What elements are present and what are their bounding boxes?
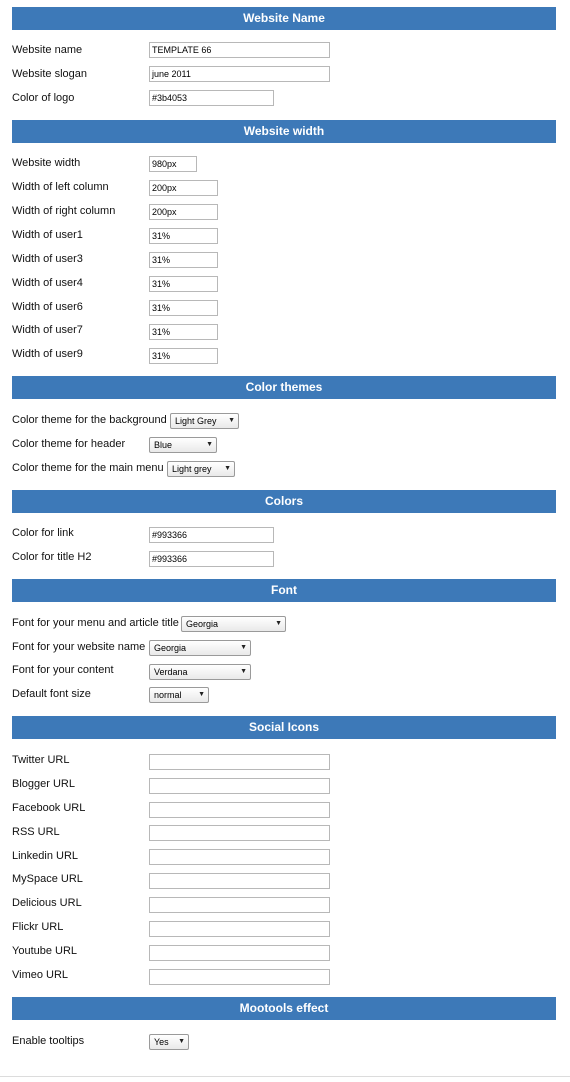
background-theme-select[interactable] (170, 413, 239, 429)
label-twitter-url: Twitter URL (12, 754, 70, 766)
chevron-down-icon: ▼ (198, 691, 205, 698)
background-theme-value: Light Grey (175, 416, 217, 426)
h2-color-input[interactable]: #993366 (149, 551, 274, 567)
website-name-font-value: Georgia (154, 643, 187, 653)
enable-tooltips-select[interactable] (149, 1034, 189, 1050)
label-header-theme: Color theme for header (12, 438, 126, 450)
website-slogan-input[interactable]: june 2011 (149, 66, 330, 82)
bottom-divider (0, 1076, 570, 1077)
website-name-input[interactable]: TEMPLATE 66 (149, 42, 330, 58)
right-column-width-input[interactable]: 200px (149, 204, 218, 220)
label-website-width: Website width (12, 157, 81, 169)
label-user7-width: Width of user7 (12, 324, 83, 336)
label-vimeo-url: Vimeo URL (12, 969, 69, 981)
chevron-down-icon: ▼ (275, 620, 282, 627)
label-right-column-width: Width of right column (12, 205, 116, 217)
font-size-select[interactable] (149, 687, 209, 703)
label-blogger-url: Blogger URL (12, 778, 75, 790)
label-menu-font: Font for your menu and article title (12, 617, 179, 629)
main-menu-theme-value: Light grey (172, 464, 212, 474)
label-link-color: Color for link (12, 527, 74, 539)
label-website-name: Website name (12, 44, 83, 56)
menu-font-select[interactable] (181, 616, 286, 632)
label-background-theme: Color theme for the background (12, 414, 167, 426)
label-user6-width: Width of user6 (12, 301, 83, 313)
label-youtube-url: Youtube URL (12, 945, 78, 957)
user6-width-input[interactable]: 31% (149, 300, 218, 316)
content-font-select[interactable] (149, 664, 251, 680)
twitter-url-input[interactable] (149, 754, 330, 770)
main-menu-theme-select[interactable] (167, 461, 235, 477)
header-theme-select[interactable] (149, 437, 217, 453)
label-facebook-url: Facebook URL (12, 802, 86, 814)
website-width-input[interactable]: 980px (149, 156, 197, 172)
rss-url-input[interactable] (149, 825, 330, 841)
chevron-down-icon: ▼ (228, 417, 235, 424)
section-header-website-name: Website Name (12, 7, 556, 30)
label-content-font: Font for your content (12, 664, 114, 676)
label-rss-url: RSS URL (12, 826, 60, 838)
chevron-down-icon: ▼ (206, 441, 213, 448)
user3-width-input[interactable]: 31% (149, 252, 218, 268)
section-header-social-icons: Social Icons (12, 716, 556, 739)
linkedin-url-input[interactable] (149, 849, 330, 865)
blogger-url-input[interactable] (149, 778, 330, 794)
left-column-width-input[interactable]: 200px (149, 180, 218, 196)
chevron-down-icon: ▼ (240, 644, 247, 651)
label-user1-width: Width of user1 (12, 229, 83, 241)
user9-width-input[interactable]: 31% (149, 348, 218, 364)
label-user9-width: Width of user9 (12, 348, 83, 360)
section-header-mootools-effect: Mootools effect (12, 997, 556, 1020)
label-logo-color: Color of logo (12, 92, 75, 104)
section-header-colors: Colors (12, 490, 556, 513)
label-website-name-font: Font for your website name (12, 641, 146, 653)
menu-font-value: Georgia (186, 619, 219, 629)
enable-tooltips-value: Yes (154, 1037, 169, 1047)
user4-width-input[interactable]: 31% (149, 276, 218, 292)
flickr-url-input[interactable] (149, 921, 330, 937)
font-size-value: normal (154, 690, 182, 700)
myspace-url-input[interactable] (149, 873, 330, 889)
label-font-size: Default font size (12, 688, 91, 700)
label-main-menu-theme: Color theme for the main menu (12, 462, 164, 474)
youtube-url-input[interactable] (149, 945, 330, 961)
label-user3-width: Width of user3 (12, 253, 83, 265)
chevron-down-icon: ▼ (224, 465, 231, 472)
link-color-input[interactable]: #993366 (149, 527, 274, 543)
label-enable-tooltips: Enable tooltips (12, 1035, 85, 1047)
user1-width-input[interactable]: 31% (149, 228, 218, 244)
logo-color-input[interactable]: #3b4053 (149, 90, 274, 106)
vimeo-url-input[interactable] (149, 969, 330, 985)
facebook-url-input[interactable] (149, 802, 330, 818)
label-flickr-url: Flickr URL (12, 921, 64, 933)
label-left-column-width: Width of left column (12, 181, 109, 193)
label-myspace-url: MySpace URL (12, 873, 83, 885)
header-theme-value: Blue (154, 440, 173, 450)
user7-width-input[interactable]: 31% (149, 324, 218, 340)
label-delicious-url: Delicious URL (12, 897, 82, 909)
label-user4-width: Width of user4 (12, 277, 83, 289)
delicious-url-input[interactable] (149, 897, 330, 913)
section-header-color-themes: Color themes (12, 376, 556, 399)
label-linkedin-url: Linkedin URL (12, 850, 79, 862)
content-font-value: Verdana (154, 667, 188, 677)
website-name-font-select[interactable] (149, 640, 251, 656)
section-header-website-width: Website width (12, 120, 556, 143)
chevron-down-icon: ▼ (240, 668, 247, 675)
label-h2-color: Color for title H2 (12, 551, 92, 563)
chevron-down-icon: ▼ (178, 1038, 185, 1045)
section-header-font: Font (12, 579, 556, 602)
label-website-slogan: Website slogan (12, 68, 88, 80)
